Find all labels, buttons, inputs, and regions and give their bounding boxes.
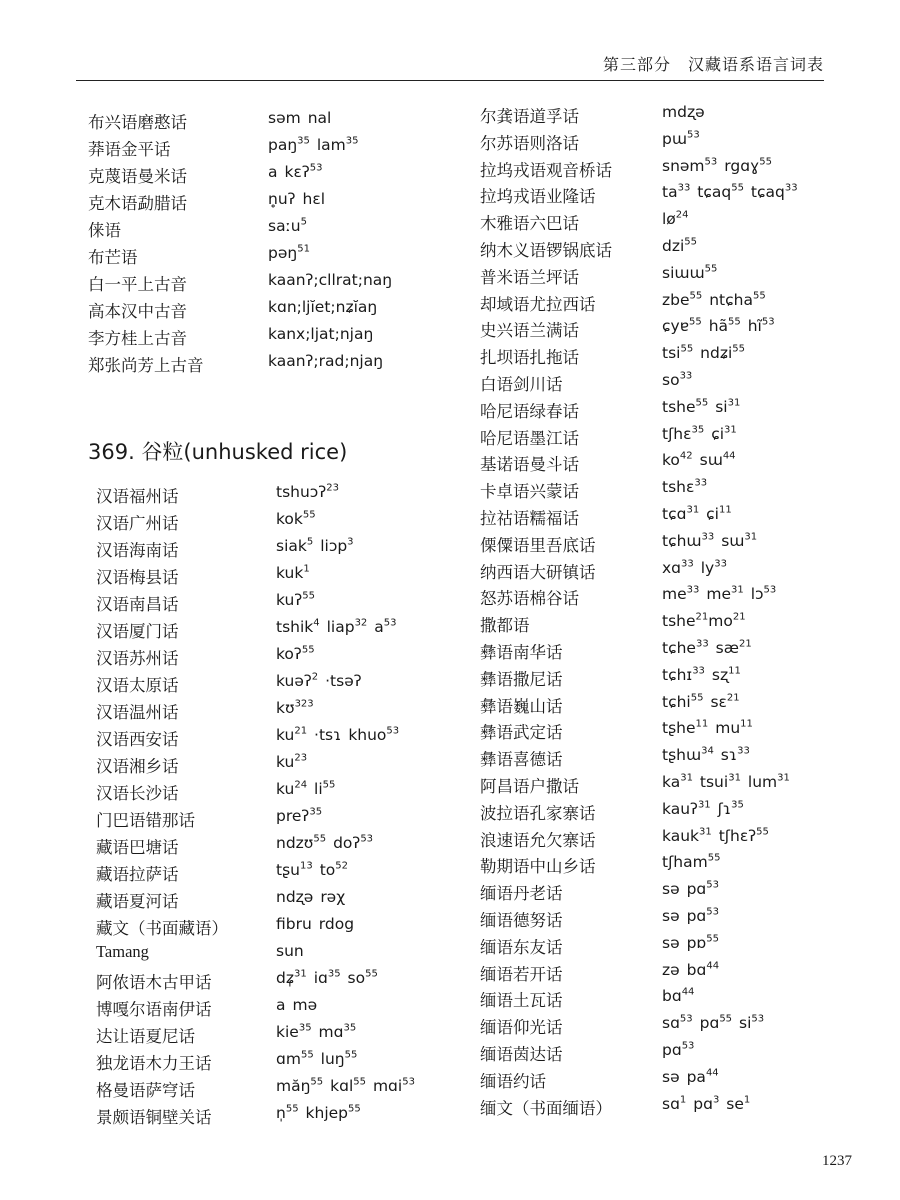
phonetic-form: sə pɒ$^{55}$ xyxy=(662,933,720,952)
language-name: 克木语勐腊话 xyxy=(88,194,187,213)
phonetic-form: kuʔ$^{55}$ xyxy=(276,590,315,609)
language-name: 勒期语中山乡话 xyxy=(480,857,596,877)
left-word-list xyxy=(96,483,476,1143)
phonetic-form: siɯɯ$^{55}$ xyxy=(662,263,718,282)
phonetic-form: sɑ$^{53}$ pɑ$^{55}$ $si^{53}$ xyxy=(662,1013,765,1033)
phonetic-form: a kɛʔ$^{53}$ xyxy=(268,162,323,181)
language-name: 彝语撒尼话 xyxy=(480,669,563,689)
language-name: 汉语福州话 xyxy=(96,487,179,506)
language-name: 哈尼语绿春话 xyxy=(480,401,579,421)
language-name: 缅语若开话 xyxy=(480,964,563,984)
phonetic-form: tɕhi$^{55}$ sɛ$^{21}$ xyxy=(662,692,740,711)
phonetic-form: n̩$^{55}$ khjep$^{55}$ xyxy=(276,1103,361,1122)
language-name: 缅语德努话 xyxy=(480,911,563,930)
language-name: 缅语丹老话 xyxy=(480,884,563,904)
language-name: 纳西语大研镇话 xyxy=(480,562,596,582)
language-name: 哈尼语墨江话 xyxy=(480,428,579,448)
phonetic-form: tʃhɛ$^{35}$ ɕi$^{31}$ xyxy=(662,424,737,443)
language-name: 撒都语 xyxy=(480,616,530,636)
language-name: 汉语西安话 xyxy=(96,730,179,749)
language-name: 汉语厦门话 xyxy=(96,622,179,641)
phonetic-form: ndzʊ$^{55}$ doʔ$^{53}$ xyxy=(276,833,374,852)
phonetic-form: ɕyɐ$^{55}$ $hã^{55}$ $hĩ^{53}$ xyxy=(662,316,775,336)
phonetic-form: kauʔ$^{31}$ ʃɿ$^{35}$ xyxy=(662,799,744,818)
phonetic-form: $me^{33}$ $me^{31}$ lɔ$^{53}$ xyxy=(662,584,777,604)
language-name: 俫语 xyxy=(88,221,121,240)
phonetic-form: kanx;ljat;njaŋ xyxy=(268,325,374,343)
phonetic-form: pɯ$^{53}$ xyxy=(662,129,700,148)
phonetic-form: tʂu$^{13}$ $to^{52}$ xyxy=(276,860,348,879)
language-name: 克蔑语曼米话 xyxy=(88,167,187,186)
language-name: 博嘎尔语南伊话 xyxy=(96,1000,212,1019)
phonetic-form: siak$^5$ liɔp$^3$ xyxy=(276,536,354,555)
phonetic-form: kuk$^1$ xyxy=(276,563,310,582)
language-name: 缅语东友话 xyxy=(480,937,563,957)
language-name: 彝语南华话 xyxy=(480,643,563,662)
language-name: 藏语拉萨话 xyxy=(96,865,179,884)
language-name: 汉语苏州话 xyxy=(96,649,179,668)
phonetic-form: saːu$^5$ xyxy=(268,216,307,235)
language-name: 汉语长沙话 xyxy=(96,784,179,803)
language-name: 怒苏语棉谷话 xyxy=(480,589,579,609)
page-header-title: 第三部分 汉藏语系语言词表 xyxy=(602,57,824,74)
phonetic-form: $ku^{23}$ xyxy=(276,752,308,771)
phonetic-form: sə pɑ$^{53}$ xyxy=(662,879,720,899)
language-name: 缅文（书面缅语） xyxy=(480,1098,612,1118)
language-name: 木雅语六巴话 xyxy=(480,214,579,234)
language-name: 却域语尤拉西话 xyxy=(480,294,596,314)
phonetic-form: tʃham$^{55}$ xyxy=(662,852,721,872)
phonetic-form: sɑ$^1$ pɑ$^3$ $se^1$ xyxy=(662,1094,751,1113)
language-name: 景颇语铜壁关话 xyxy=(96,1108,212,1127)
phonetic-form: bɑ$^{44}$ xyxy=(662,986,695,1006)
language-name: 汉语广州话 xyxy=(96,514,179,533)
phonetic-form: səm nal xyxy=(268,109,332,127)
phonetic-form: kɑn;ljĭet;nʑĭaŋ xyxy=(268,298,378,316)
phonetic-form: $so^{33}$ xyxy=(662,370,693,389)
phonetic-form: sə $pa^{44}$ xyxy=(662,1067,719,1086)
language-name: 布芒语 xyxy=(88,248,138,267)
language-name: 彝语喜德话 xyxy=(480,750,563,770)
language-name: 布兴语磨憨话 xyxy=(88,113,187,132)
language-name: 缅语约话 xyxy=(480,1071,546,1091)
phonetic-form: dzi$^{55}$ xyxy=(662,236,698,255)
language-name: 纳木义语锣锅底话 xyxy=(480,241,612,260)
phonetic-form: ndʐə rəχ xyxy=(276,888,346,906)
phonetic-form: ɑm$^{55}$ luŋ$^{55}$ xyxy=(276,1049,358,1068)
language-name: 卡卓语兴蒙话 xyxy=(480,482,579,502)
header-rule xyxy=(76,80,824,81)
phonetic-form: tshuɔʔ$^{23}$ xyxy=(276,482,339,501)
language-name: 独龙语木力王话 xyxy=(96,1054,212,1073)
phonetic-form: snəm$^{53}$ rgɑɣ$^{55}$ xyxy=(662,156,772,175)
phonetic-form: kauk$^{31}$ tʃhɛʔ$^{55}$ xyxy=(662,826,769,845)
language-name: 尔龚语道孚话 xyxy=(480,107,579,126)
language-name: 汉语梅县话 xyxy=(96,568,179,587)
language-name: 缅语仰光话 xyxy=(480,1018,563,1038)
language-name: 莽语金平话 xyxy=(88,140,171,159)
phonetic-form: pɑ$^{53}$ xyxy=(662,1040,695,1059)
language-name: 藏文（书面藏语） xyxy=(96,919,228,938)
phonetic-form: zə bɑ$^{44}$ xyxy=(662,960,720,979)
phonetic-form: $ku^{21}$ ·tsɿ khuo$^{53}$ xyxy=(276,725,400,744)
phonetic-form: kʊ$^{323}$ xyxy=(276,698,314,717)
right-word-list xyxy=(480,103,860,1133)
top-left-word-list xyxy=(88,109,478,389)
language-name: 汉语太原话 xyxy=(96,676,179,695)
section-title: 369. 谷粒(unhusked rice) xyxy=(88,440,348,464)
language-name: 汉语温州话 xyxy=(96,703,179,722)
phonetic-form: $lø^{24}$ xyxy=(662,209,689,229)
phonetic-form: kie$^{35}$ mɑ$^{35}$ xyxy=(276,1022,357,1041)
phonetic-form: sun xyxy=(276,942,304,960)
phonetic-form: kuəʔ$^2$ ·tsəʔ xyxy=(276,671,362,690)
language-name: 彝语武定话 xyxy=(480,723,563,743)
language-name: 白语剑川话 xyxy=(480,375,563,394)
language-name: 藏语夏河话 xyxy=(96,892,179,911)
language-name: 门巴语错那话 xyxy=(96,811,195,830)
phonetic-form: $ku^{24}$ $li^{55}$ xyxy=(276,779,336,798)
phonetic-form: tshe$^{55}$ $si^{31}$ xyxy=(662,397,741,416)
phonetic-form: kaanʔ;cllrat;naŋ xyxy=(268,271,393,289)
language-name: 阿昌语户撒话 xyxy=(480,777,579,796)
phonetic-form: sə pɑ$^{53}$ xyxy=(662,906,720,925)
language-name: 汉语湘乡话 xyxy=(96,757,179,776)
phonetic-form: mdʐə xyxy=(662,103,705,121)
phonetic-form: n̥uʔ hɛl xyxy=(268,190,326,208)
phonetic-form: tshɛ$^{33}$ xyxy=(662,477,708,497)
phonetic-form: tɕhɪ$^{33}$ sʐ$^{11}$ xyxy=(662,665,741,684)
phonetic-form: tɕɑ$^{31}$ ɕi$^{11}$ xyxy=(662,504,732,523)
language-name: 彝语巍山话 xyxy=(480,696,563,716)
language-name: 傈僳语里吾底话 xyxy=(480,535,596,555)
phonetic-form: kok$^{55}$ xyxy=(276,509,316,528)
language-name: 李方桂上古音 xyxy=(88,329,187,348)
language-name: 拉祜语糯福话 xyxy=(480,509,579,528)
language-name: Tamang xyxy=(96,942,149,961)
phonetic-form: koʔ$^{55}$ xyxy=(276,644,315,663)
phonetic-form: tʂhe$^{11}$ $mu^{11}$ xyxy=(662,718,753,738)
language-name: 高本汉中古音 xyxy=(88,302,187,321)
language-name: 拉坞戎语业隆话 xyxy=(480,187,596,207)
phonetic-form: pəŋ$^{51}$ xyxy=(268,243,310,262)
language-name: 阿侬语木古甲话 xyxy=(96,973,212,992)
language-name: 波拉语孔家寨话 xyxy=(480,803,596,823)
phonetic-form: xɑ$^{33}$ $ly^{33}$ xyxy=(662,558,727,577)
language-name: 缅语土瓦话 xyxy=(480,991,563,1011)
phonetic-form: paŋ$^{35}$ lam$^{35}$ xyxy=(268,135,359,154)
phonetic-form: $ko^{42}$ sɯ$^{44}$ xyxy=(662,450,736,470)
language-name: 扎坝语扎拖话 xyxy=(480,348,579,368)
phonetic-form: tshik$^4$ liap$^{32}$ $a^{53}$ xyxy=(276,617,397,636)
phonetic-form: kaanʔ;rad;njaŋ xyxy=(268,352,384,370)
phonetic-form: $ka^{31}$ tsui$^{31}$ lum$^{31}$ xyxy=(662,772,790,791)
page-number: 1237 xyxy=(822,1153,852,1169)
phonetic-form: $ta^{33}$ tɕaq$^{55}$ tɕaq$^{33}$ xyxy=(662,182,798,202)
language-name: 汉语南昌话 xyxy=(96,595,179,614)
phonetic-form: tɕhɯ$^{33}$ sɯ$^{31}$ xyxy=(662,531,758,550)
language-name: 郑张尚芳上古音 xyxy=(88,356,204,375)
phonetic-form: preʔ$^{35}$ xyxy=(276,806,323,825)
language-name: 白一平上古音 xyxy=(88,275,187,294)
language-name: 浪速语允欠寨话 xyxy=(480,830,596,850)
phonetic-form: măŋ$^{55}$ kɑl$^{55}$ mɑi$^{53}$ xyxy=(276,1076,415,1095)
phonetic-form: dʑ̩$^{31}$ iɑ$^{35}$ $so^{55}$ xyxy=(276,968,378,987)
phonetic-form: fibru rdog xyxy=(276,915,355,933)
language-name: 缅语茵达话 xyxy=(480,1045,563,1064)
phonetic-form: a mə xyxy=(276,996,318,1014)
language-name: 普米语兰坪话 xyxy=(480,267,579,287)
phonetic-form: tsi$^{55}$ ndʑi$^{55}$ xyxy=(662,343,746,363)
phonetic-form: $tshe^{21}mo^{21}$ xyxy=(662,611,746,631)
language-name: 藏语巴塘话 xyxy=(96,838,179,857)
language-name: 格曼语萨穹话 xyxy=(96,1081,195,1100)
language-name: 拉坞戎语观音桥话 xyxy=(480,160,612,180)
phonetic-form: tʂhɯ$^{34}$ sɿ$^{33}$ xyxy=(662,745,750,765)
language-name: 尔苏语则洛话 xyxy=(480,133,579,153)
language-name: 基诺语曼斗话 xyxy=(480,455,579,475)
language-name: 汉语海南话 xyxy=(96,541,179,560)
language-name: 达让语夏尼话 xyxy=(96,1027,195,1046)
phonetic-form: tɕhe$^{33}$ $sæ^{21}$ xyxy=(662,638,752,657)
language-name: 史兴语兰满话 xyxy=(480,321,579,341)
phonetic-form: zbe$^{55}$ ntɕha$^{55}$ xyxy=(662,290,766,309)
